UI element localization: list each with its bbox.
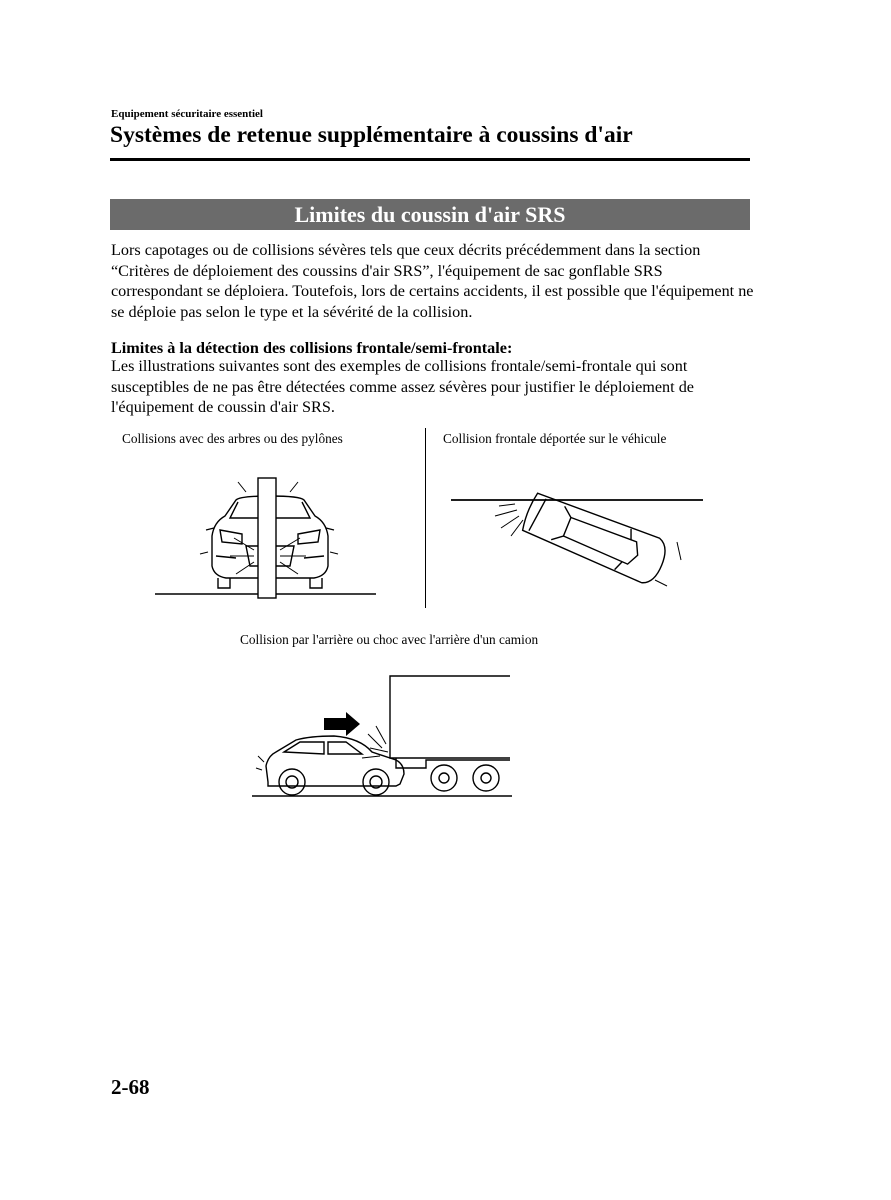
pole-collision-illustration	[150, 470, 380, 605]
chapter-title: Systèmes de retenue supplémentaire à coussins d'air	[110, 122, 633, 148]
impact-lines-offset	[495, 504, 681, 586]
section-label: Equipement sécuritaire essentiel	[111, 108, 263, 120]
intro-paragraph: Lors capotages ou de collisions sévères tels que ceux décrits précédemment dans la section “Critères de déploiement des coussins d'air SRS”, l'équipement de sac gonflable SRS correspondant se déploiera. Toutefois, lors de certains accidents, il est possible que l'équipement ne se déploie pas selon le type et la sévérité de la collision.	[111, 241, 754, 321]
truck-wheel-1	[431, 765, 457, 791]
frontal-limits-heading: Limites à la détection des collisions frontale/semi-frontale:	[111, 339, 513, 357]
section-banner: Limites du coussin d'air SRS	[110, 199, 750, 230]
frontal-limits-body: Les illustrations suivantes sont des exemples de collisions frontale/semi-frontale qui sont susceptibles de ne pas être détectées comme assez sévères pour justifier le déploiement de l'équipement de coussin d'air SRS.	[111, 357, 694, 416]
direction-arrow	[324, 712, 360, 736]
car-top-view	[519, 489, 670, 587]
illustration-caption-pole: Collisions avec des arbres ou des pylônes	[122, 431, 343, 446]
truck-body	[390, 676, 510, 758]
illustration-caption-truck: Collision par l'arrière ou choc avec l'arrière d'un camion	[240, 632, 539, 647]
car-front-wheel	[363, 769, 389, 795]
car-rear-wheel	[279, 769, 305, 795]
right-headlight	[298, 530, 320, 544]
title-rule	[110, 158, 750, 161]
illustration-caption-offset: Collision frontale déportée sur le véhicule	[443, 431, 667, 446]
column-divider	[425, 428, 426, 608]
offset-collision-illustration	[445, 490, 710, 600]
pole	[258, 478, 276, 598]
page-number: 2-68	[111, 1075, 150, 1099]
truck-wheel-2	[473, 765, 499, 791]
left-headlight	[220, 530, 242, 544]
truck-collision-illustration	[250, 672, 515, 802]
